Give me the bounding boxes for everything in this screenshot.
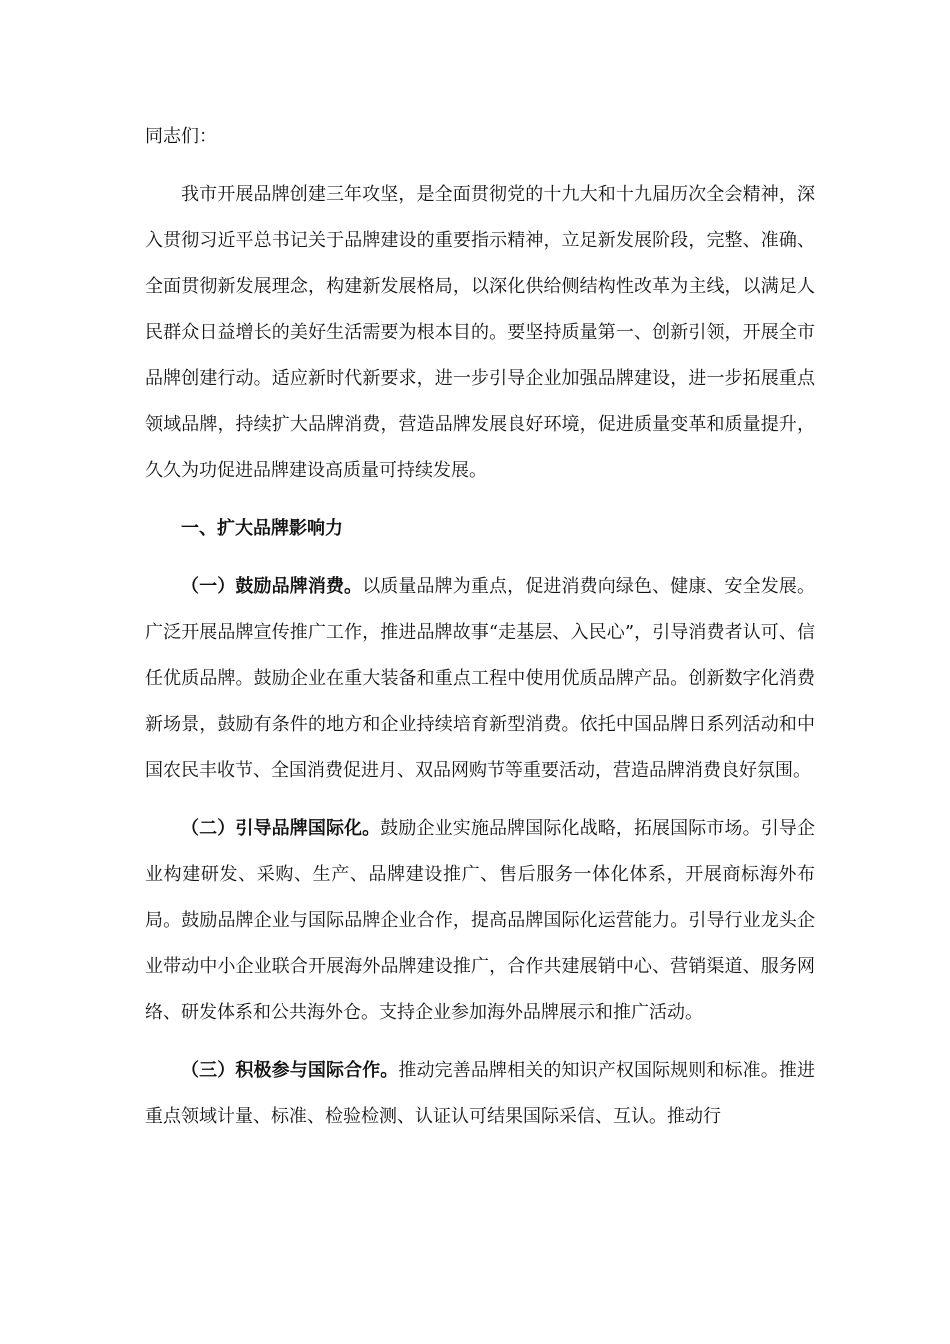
item-paragraph-1 [145,564,815,794]
item-paragraph-2 [145,806,815,1036]
item-text-2: 鼓励企业实施品牌国际化战略，拓展国际市场。引导企业构建研发、采购、生产、品牌建设推广、售后服务一体化体系，开展商标海外布局。鼓励品牌企业与国际品牌企业合作，提高品牌国际化运营能力。引导行业龙头企业带动中小企业联合开展海外品牌建设推广，合作共建展销中心、营销渠道、服务网络、研发体系和公共海外仓。支持企业参加海外品牌展示和推广活动。 [145,818,816,1023]
item-lead-3: （三）积极参与国际合作。 [181,1060,399,1081]
item-paragraph-3 [145,1048,815,1140]
item-text-3: 推动完善品牌相关的知识产权国际规则和标准。推进重点领域计量、标准、检验检测、认证认可结果国际采信、互认。推动行 [145,1060,816,1127]
intro-paragraph: 我市开展品牌创建三年攻坚，是全面贯彻党的十九大和十九届历次全会精神，深入贯彻习近平总书记关于品牌建设的重要指示精神，立足新发展阶段，完整、准确、全面贯彻新发展理念，构建新发展格局，以深化供给侧结构性改革为主线，以满足人民群众日益增长的美好生活需要为根本目的。要坚持质量第一、创新引领，开展全市品牌创建行动。适应新时代新要求，进一步引导企业加强品牌建设，进一步拓展重点领域品牌，持续扩大品牌消费，营造品牌发展良好环境，促进质量变革和质量提升，久久为功促进品牌建设高质量可持续发展。 [145,184,815,481]
document-body [145,114,815,1140]
greeting: 同志们： [145,126,217,147]
item-lead-2: （二）引导品牌国际化。 [181,818,381,839]
section-heading-1: 一、扩大品牌影响力 [181,518,343,539]
item-lead-1: （一）鼓励品牌消费。 [181,576,363,597]
item-text-1: 以质量品牌为重点，促进消费向绿色、健康、安全发展。广泛开展品牌宣传推广工作，推进品牌故事“走基层、入民心”，引导消费者认可、信任优质品牌。鼓励企业在重大装备和重点工程中使用优质品牌产品。创新数字化消费新场景，鼓励有条件的地方和企业持续培育新型消费。依托中国品牌日系列活动和中国农民丰收节、全国消费促进月、双品网购节等重要活动，营造品牌消费良好氛围。 [145,576,816,781]
